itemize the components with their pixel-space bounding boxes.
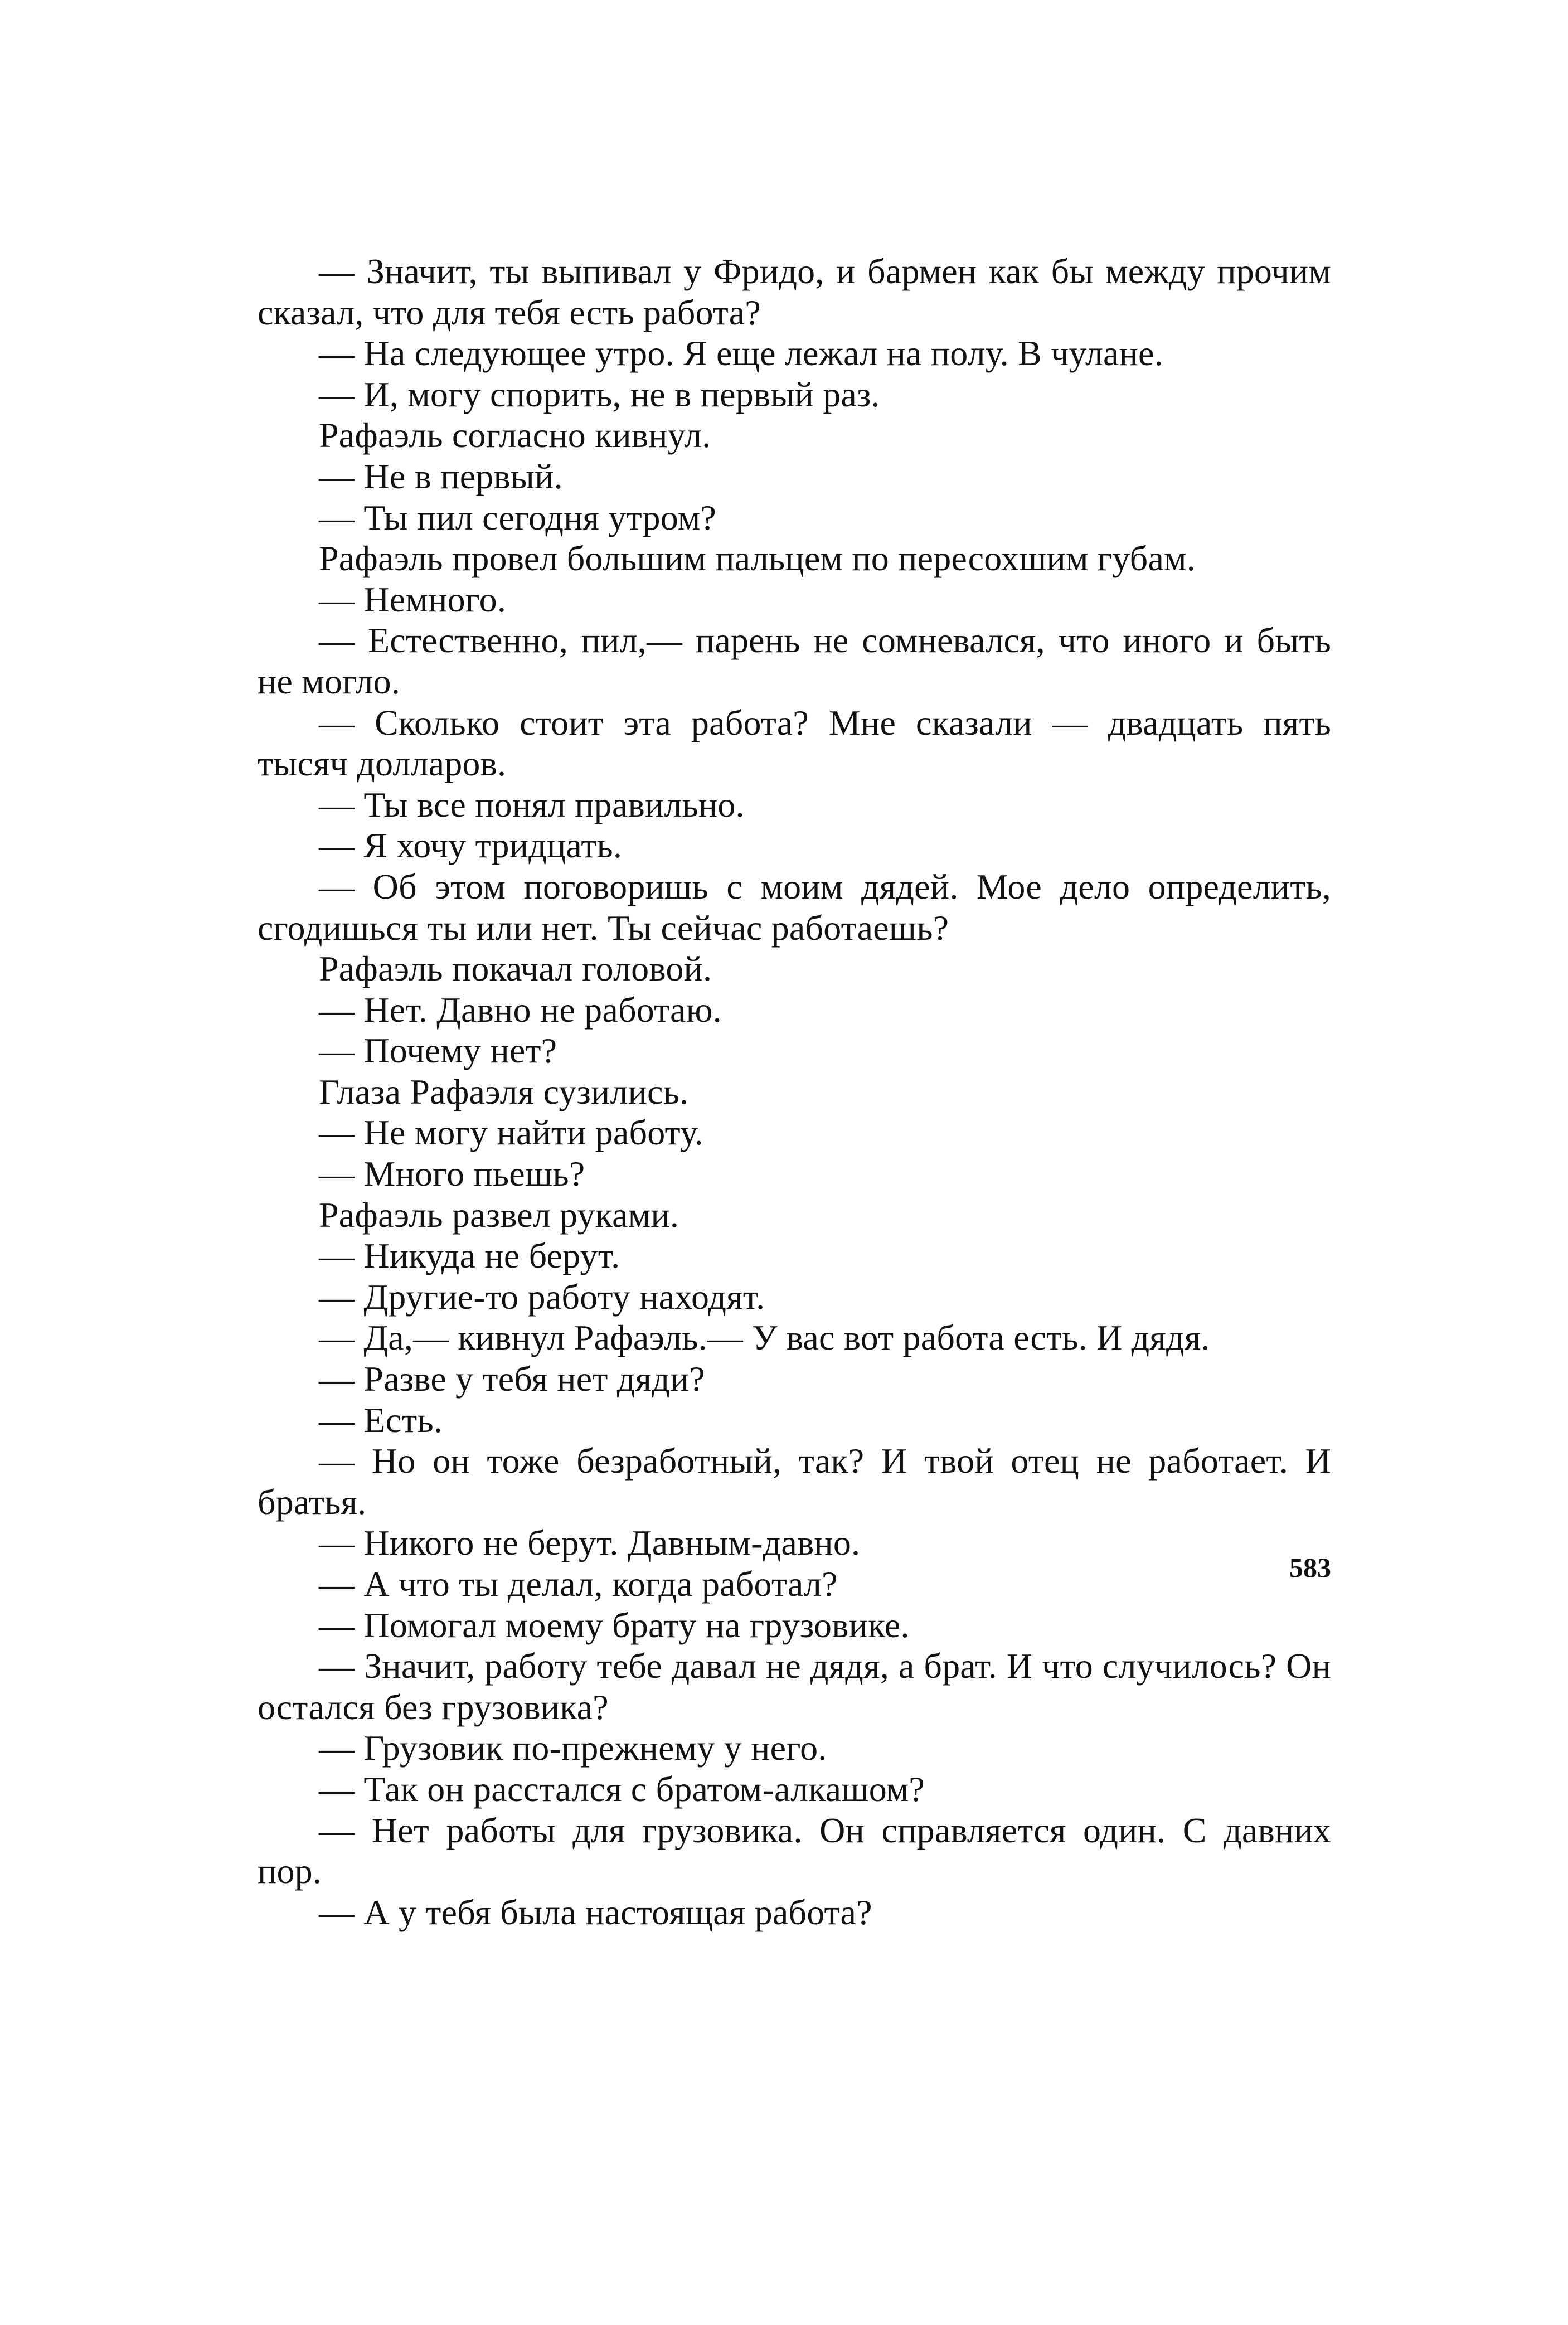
paragraph: — Грузовик по-прежнему у него. (319, 1728, 827, 1768)
paragraph: — Нет. Давно не работаю. (319, 989, 722, 1030)
paragraph: — Не могу найти работу. (319, 1113, 703, 1153)
paragraph: Рафаэль согласно кивнул. (319, 415, 711, 455)
page-number: 583 (1289, 1552, 1331, 1583)
paragraph: — Ты пил сегодня утром? (319, 497, 717, 537)
paragraph: — Помогал моему брату на грузовике. (319, 1605, 910, 1645)
paragraph: — Много пьешь? (319, 1154, 585, 1194)
paragraph: — Нет работы для грузовика. Он справляется один. С давних пор. (258, 1810, 1331, 1891)
paragraph: — Да,— кивнул Рафаэль.— У вас вот работа есть. И дядя. (319, 1318, 1210, 1358)
paragraph: — Я хочу тридцать. (319, 826, 623, 866)
paragraph: — Есть. (319, 1400, 443, 1440)
paragraph: Глаза Рафаэля сузились. (319, 1071, 689, 1111)
paragraph: — Но он тоже безработный, так? И твой отец не работает. И братья. (258, 1441, 1331, 1522)
paragraph: — Почему нет? (319, 1031, 557, 1071)
paragraph: — Значит, работу тебе давал не дядя, а брат. И что случилось? Он остался без грузовика? (258, 1646, 1331, 1727)
paragraph: — Так он расстался с братом-алкашом? (319, 1769, 925, 1809)
paragraph: — Немного. (319, 579, 507, 619)
paragraph: — На следующее утро. Я еще лежал на полу. В чулане. (319, 333, 1163, 373)
paragraph: — Разве у тебя нет дяди? (319, 1359, 705, 1399)
paragraph: — Об этом поговоришь с моим дядей. Мое дело определить, сгодишься ты или нет. Ты сейчас работаешь? (258, 866, 1331, 948)
paragraph: — Естественно, пил,— парень не сомневался, что иного и быть не могло. (258, 620, 1331, 701)
paragraph: — Другие-то работу находят. (319, 1276, 765, 1317)
paragraph: — Никуда не берут. (319, 1236, 620, 1276)
paragraph: — А у тебя была настоящая работа? (319, 1892, 872, 1932)
paragraph: — А что ты делал, когда работал? (319, 1564, 838, 1604)
paragraph: — Ты все понял правильно. (319, 784, 745, 824)
paragraph: — И, могу спорить, не в первый раз. (319, 374, 880, 414)
paragraph: — Значит, ты выпивал у Фридо, и бармен как бы между прочим сказал, что для тебя есть работа? (258, 251, 1331, 332)
paragraph: — Никого не берут. Давным-давно. (319, 1523, 861, 1563)
paragraph: Рафаэль развел руками. (319, 1195, 679, 1235)
body-text (258, 251, 1331, 1933)
paragraph: Рафаэль провел большим пальцем по пересохшим губам. (319, 538, 1196, 579)
paragraph: — Не в первый. (319, 456, 563, 496)
paragraph: Рафаэль покачал головой. (319, 949, 712, 989)
paragraph: — Сколько стоит эта работа? Мне сказали — двадцать пять тысяч долларов. (258, 702, 1331, 784)
